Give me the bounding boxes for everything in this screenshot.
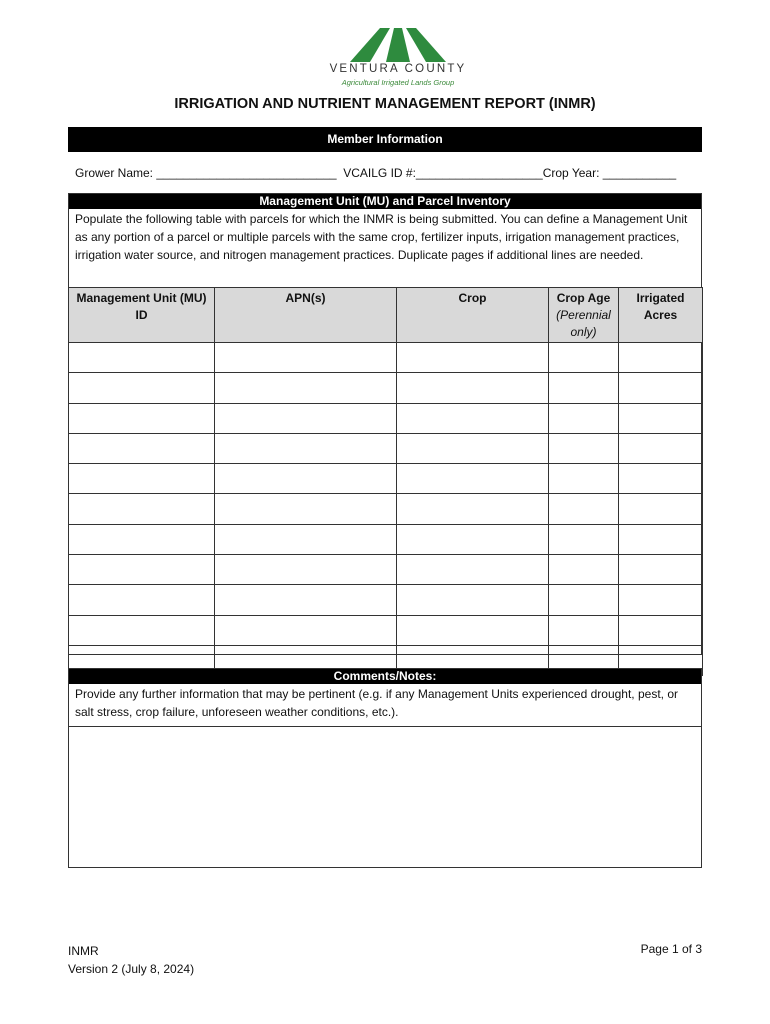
cell-acres[interactable]: [619, 433, 703, 463]
logo-subtitle: Agricultural Irrigated Lands Group: [341, 78, 455, 87]
table-row: [69, 343, 703, 373]
cell-crop-age[interactable]: [549, 615, 619, 645]
cell-mu-id[interactable]: [69, 373, 215, 403]
cell-acres[interactable]: [619, 585, 703, 615]
comments-header: Comments/Notes:: [69, 669, 701, 684]
table-row: [69, 524, 703, 554]
cell-crop[interactable]: [397, 343, 549, 373]
cell-crop-age[interactable]: [549, 494, 619, 524]
cell-mu-id[interactable]: [69, 585, 215, 615]
comments-section: [68, 668, 702, 868]
cell-acres[interactable]: [619, 555, 703, 585]
cell-apn[interactable]: [215, 343, 397, 373]
cell-crop[interactable]: [397, 615, 549, 645]
col-header-acres: Irrigated Acres: [619, 288, 703, 343]
cell-apn[interactable]: [215, 433, 397, 463]
cell-crop[interactable]: [397, 403, 549, 433]
cell-acres[interactable]: [619, 343, 703, 373]
cell-mu-id[interactable]: [69, 615, 215, 645]
cell-mu-id[interactable]: [69, 403, 215, 433]
cell-acres[interactable]: [619, 403, 703, 433]
comments-description: Provide any further information that may be pertinent (e.g. if any Management Units experienced drought, pest, or salt stress, crop failure, unforeseen weather conditions, etc.).: [69, 684, 701, 727]
cell-mu-id[interactable]: [69, 433, 215, 463]
table-row: [69, 433, 703, 463]
comments-entry-area[interactable]: [69, 727, 701, 867]
cell-acres[interactable]: [619, 494, 703, 524]
cell-crop-age[interactable]: [549, 585, 619, 615]
table-row: [69, 403, 703, 433]
cell-crop[interactable]: [397, 464, 549, 494]
cell-apn[interactable]: [215, 585, 397, 615]
cell-mu-id[interactable]: [69, 464, 215, 494]
cell-acres[interactable]: [619, 373, 703, 403]
cell-apn[interactable]: [215, 403, 397, 433]
cell-crop-age[interactable]: [549, 343, 619, 373]
col-header-crop: Crop: [397, 288, 549, 343]
logo-name: VENTURA COUNTY: [329, 63, 467, 75]
footer-page-number: Page 1 of 3: [640, 942, 702, 956]
table-row: [69, 585, 703, 615]
inventory-description: Populate the following table with parcels for which the INMR is being submitted. You can define a Management Unit as any portion of a parcel or multiple parcels with the same crop, fertilizer inputs, irrigation management practices, irrigation water source, and nitrogen management practices. Duplicate pages if additional lines are needed.: [75, 212, 688, 262]
cell-mu-id[interactable]: [69, 524, 215, 554]
cell-crop[interactable]: [397, 433, 549, 463]
cell-apn[interactable]: [215, 555, 397, 585]
crop-age-label: Crop Age: [556, 291, 611, 305]
cell-mu-id[interactable]: [69, 494, 215, 524]
col-header-mu-id: Management Unit (MU) ID: [69, 288, 215, 343]
cell-crop-age[interactable]: [549, 524, 619, 554]
col-header-apn: APN(s): [215, 288, 397, 343]
cell-crop-age[interactable]: [549, 555, 619, 585]
cell-apn[interactable]: [215, 373, 397, 403]
cell-crop-age[interactable]: [549, 433, 619, 463]
cell-mu-id[interactable]: [69, 343, 215, 373]
cell-apn[interactable]: [215, 494, 397, 524]
footer-left: [68, 942, 194, 978]
cell-acres[interactable]: [619, 464, 703, 494]
footer-doc-name: INMR: [68, 944, 99, 958]
table-row: [69, 373, 703, 403]
table-row: [69, 464, 703, 494]
table-row: [69, 615, 703, 645]
inventory-header: Management Unit (MU) and Parcel Inventory: [69, 194, 701, 209]
footer-version: Version 2 (July 8, 2024): [68, 962, 195, 976]
cell-apn[interactable]: [215, 524, 397, 554]
cell-apn[interactable]: [215, 615, 397, 645]
cell-acres[interactable]: [619, 615, 703, 645]
cell-mu-id[interactable]: [69, 555, 215, 585]
cell-crop-age[interactable]: [549, 373, 619, 403]
vcailg-logo: [328, 26, 468, 90]
cell-crop[interactable]: [397, 524, 549, 554]
cell-crop-age[interactable]: [549, 403, 619, 433]
member-info-header: Member Information: [68, 127, 702, 152]
report-title: IRRIGATION AND NUTRIENT MANAGEMENT REPORT (INMR): [174, 96, 596, 112]
table-row: [69, 555, 703, 585]
crop-age-note: (Perennial only): [556, 308, 611, 339]
cell-crop[interactable]: [397, 494, 549, 524]
cell-crop[interactable]: [397, 373, 549, 403]
parcel-inventory-table: [68, 287, 703, 676]
grower-info-line: Grower Name: ___________________________ VCAILG ID #:___________________Crop Year: ___________: [75, 166, 677, 180]
cell-crop-age[interactable]: [549, 464, 619, 494]
cell-crop[interactable]: [397, 585, 549, 615]
table-row: [69, 494, 703, 524]
table-header-row: [69, 288, 703, 343]
logo-mark-icon: [350, 26, 446, 62]
cell-apn[interactable]: [215, 464, 397, 494]
cell-crop[interactable]: [397, 555, 549, 585]
col-header-crop-age: [549, 288, 619, 343]
cell-acres[interactable]: [619, 524, 703, 554]
